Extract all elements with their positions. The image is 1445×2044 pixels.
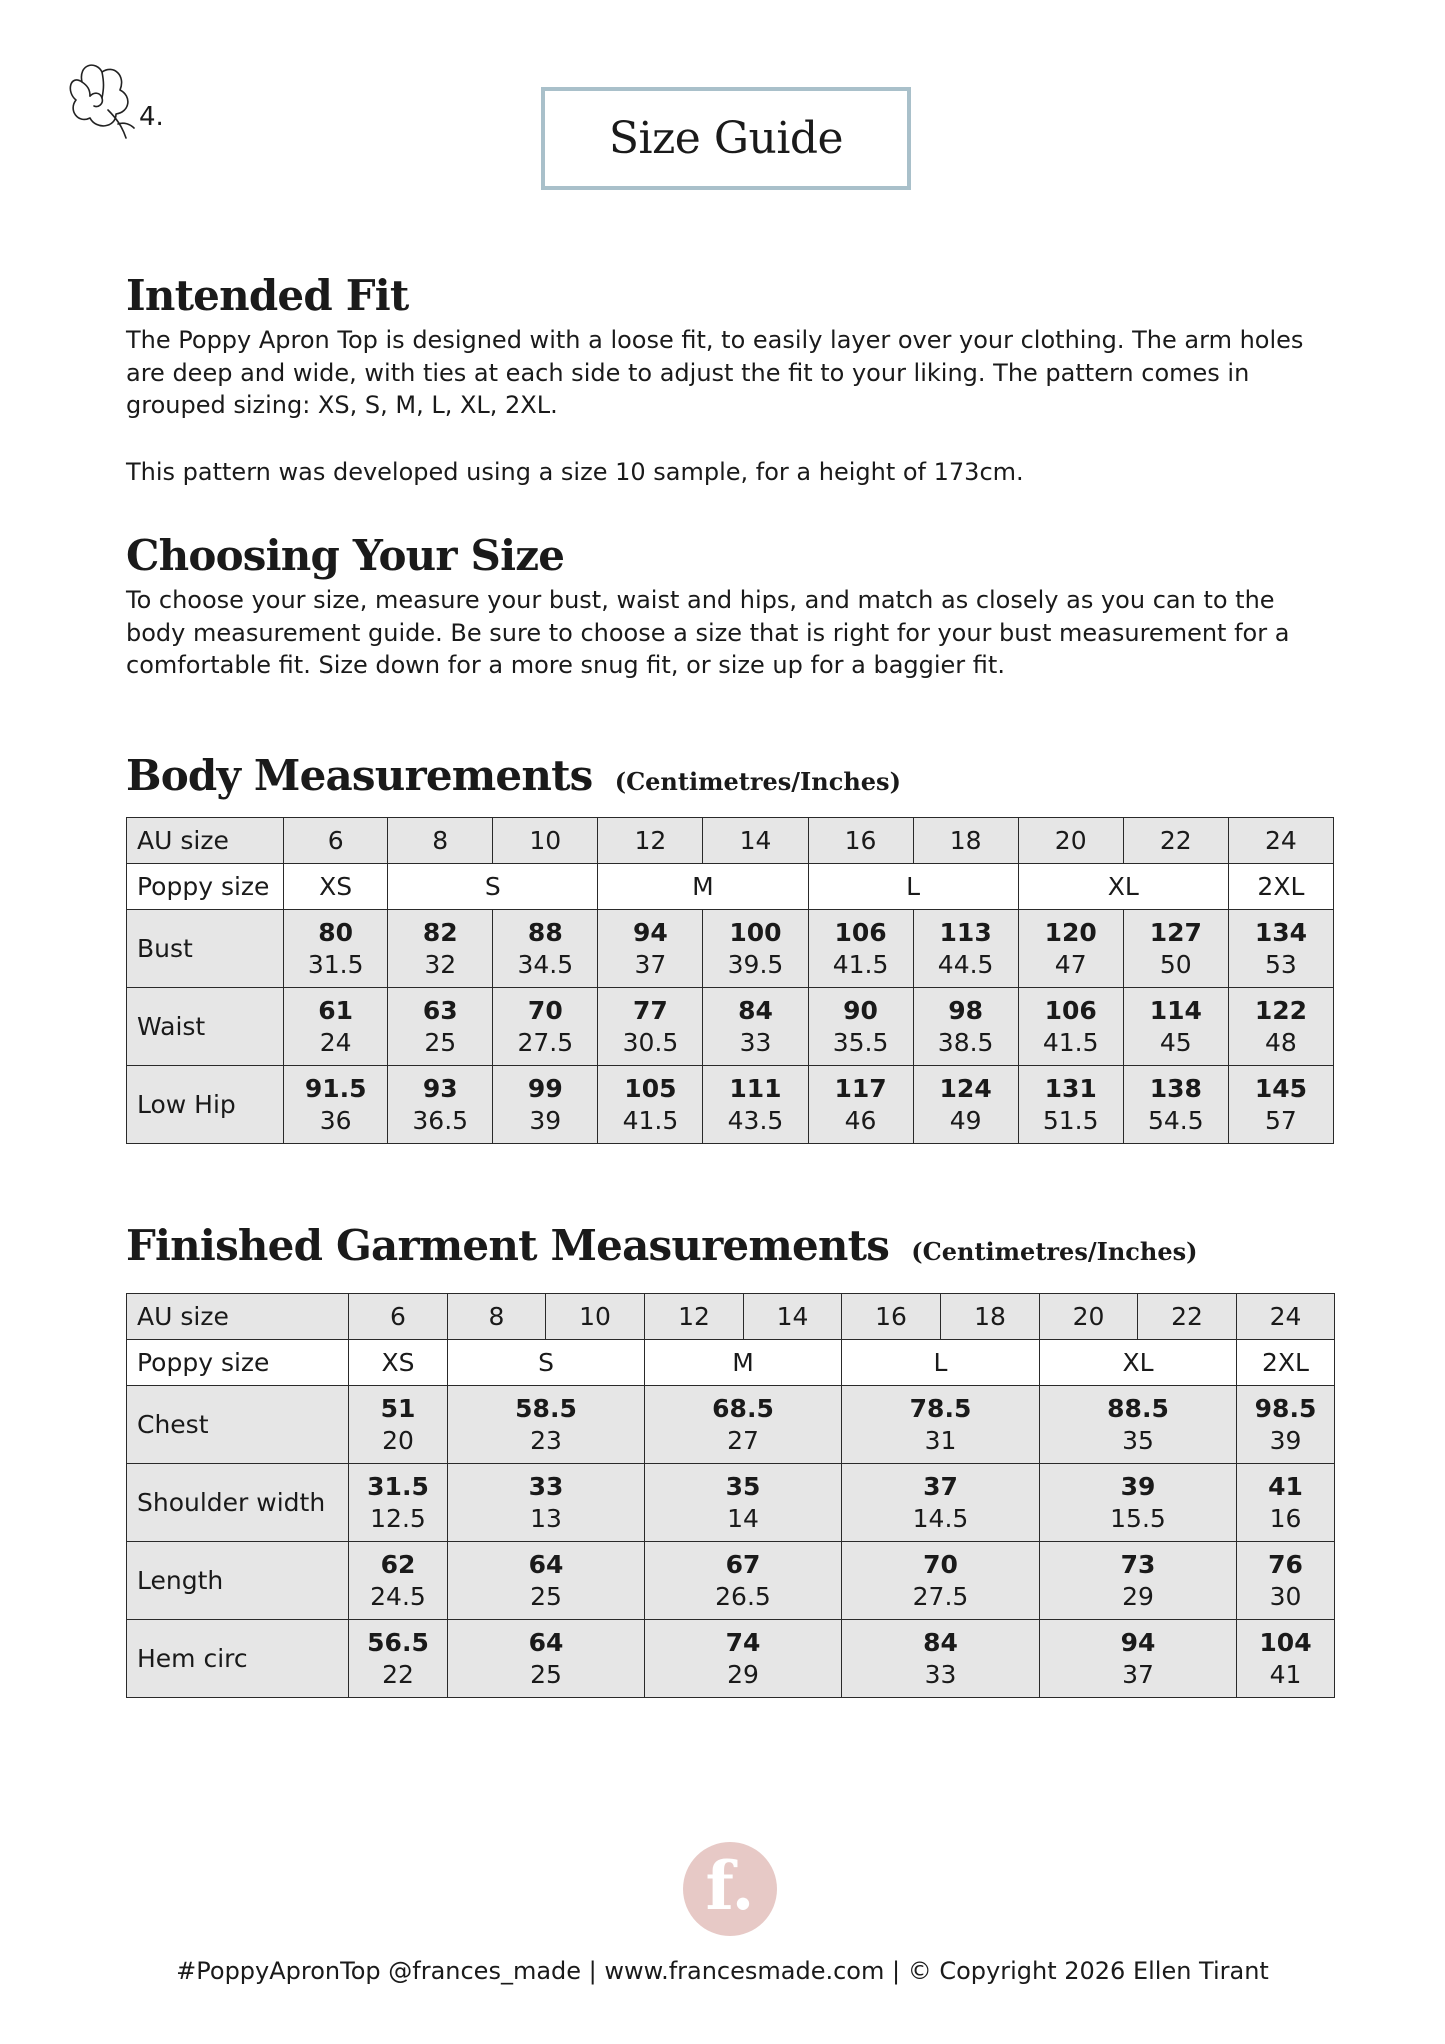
cm-value: 98: [948, 995, 984, 1025]
au-size-cell: 16: [808, 818, 913, 864]
cm-value: 64: [528, 1627, 564, 1657]
measurement-cell: [913, 1066, 1018, 1144]
logo-letter: f.: [705, 1847, 755, 1925]
intended-fit-paragraph: The Poppy Apron Top is designed with a loose fit, to easily layer over your clothing. The arm holes are deep and wide, with ties at each side to adjust the fit to your liking. The pattern comes in grouped sizing: XS, S, M, L, XL, 2XL.: [126, 326, 1304, 420]
cm-value: 67: [725, 1549, 761, 1579]
cm-value: 106: [834, 917, 887, 947]
inch-value: 57: [1265, 1105, 1297, 1135]
measurement-cell: [913, 910, 1018, 988]
inch-value: 50: [1159, 949, 1192, 979]
au-size-cell: 14: [744, 1294, 842, 1340]
intended-fit-section: [126, 272, 1336, 422]
row-label: Low Hip: [127, 1066, 284, 1144]
inch-value: 25: [424, 1027, 457, 1057]
cm-value: 74: [725, 1627, 761, 1657]
inch-value: 39: [529, 1105, 562, 1135]
inch-value: 43.5: [727, 1105, 784, 1135]
measurement-cell: [349, 1386, 448, 1464]
inch-value: 26.5: [715, 1581, 771, 1611]
measurement-cell: [598, 988, 703, 1066]
units-cm: Centimetres: [922, 1237, 1088, 1266]
page-number: 4.: [139, 102, 164, 132]
row-label: Poppy size: [127, 1340, 349, 1386]
inch-value: 27: [727, 1425, 759, 1455]
measurement-row: [127, 1620, 1335, 1698]
measurement-cell: [388, 910, 493, 988]
row-label: Bust: [127, 910, 284, 988]
body-measurements-heading: Body Measurements: [126, 751, 593, 800]
intended-fit-heading: Intended Fit: [126, 271, 409, 320]
measurement-row: [127, 910, 1334, 988]
au-size-cell: 6: [349, 1294, 448, 1340]
choosing-size-section: [126, 532, 1336, 682]
cm-value: 117: [834, 1073, 887, 1103]
choosing-size-paragraph: To choose your size, measure your bust, waist and hips, and match as closely as you can to the body measurement guide. Be sure to choose a size that is right for your bust measurement for a comfortable fit. Size down for a more snug fit, or size up for a baggier fit.: [126, 586, 1290, 680]
poppy-size-cell: 2XL: [1228, 864, 1333, 910]
measurement-cell: [284, 988, 388, 1066]
measurement-cell: [1018, 1066, 1123, 1144]
cm-value: 70: [527, 995, 563, 1025]
au-size-row: [127, 818, 1334, 864]
inch-value: 39.5: [727, 949, 784, 979]
cm-value: 124: [939, 1073, 992, 1103]
poppy-size-cell: XL: [1040, 1340, 1237, 1386]
measurement-cell: [1228, 910, 1333, 988]
au-size-cell: 10: [493, 818, 598, 864]
cm-value: 73: [1120, 1549, 1156, 1579]
au-size-cell: 18: [913, 818, 1018, 864]
inch-value: 33: [739, 1027, 772, 1057]
row-label: Hem circ: [127, 1620, 349, 1698]
cm-value: 104: [1259, 1627, 1312, 1657]
measurement-cell: [842, 1620, 1040, 1698]
inch-value: 37: [634, 949, 667, 979]
measurement-cell: [808, 1066, 913, 1144]
brand-logo: [683, 1842, 777, 1936]
au-size-cell: 24: [1237, 1294, 1335, 1340]
measurement-cell: [1228, 1066, 1333, 1144]
measurement-cell: [913, 988, 1018, 1066]
measurement-cell: [448, 1464, 645, 1542]
cm-value: 90: [843, 995, 878, 1025]
cm-value: 105: [624, 1073, 677, 1103]
poppy-size-cell: XS: [349, 1340, 448, 1386]
measurement-cell: [1040, 1386, 1237, 1464]
measurement-cell: [842, 1464, 1040, 1542]
measurement-cell: [448, 1620, 645, 1698]
cm-value: 35: [725, 1471, 761, 1501]
measurement-cell: [388, 1066, 493, 1144]
cm-value: 78.5: [909, 1393, 972, 1423]
footer-text: #PoppyApronTop @frances_made | www.francesmade.com | © Copyright 2026 Ellen Tirant: [176, 1957, 1269, 1985]
body-measurements-table: [126, 817, 1334, 1144]
page-title: Size Guide: [608, 113, 844, 164]
inch-value: 49: [949, 1105, 982, 1135]
inch-value: 45: [1159, 1027, 1192, 1057]
measurement-cell: [703, 910, 808, 988]
au-size-cell: 10: [546, 1294, 645, 1340]
inch-value: 32: [424, 949, 457, 979]
inch-value: 41.5: [622, 1105, 679, 1135]
au-size-cell: 22: [1123, 818, 1228, 864]
inch-value: 41: [1269, 1659, 1302, 1689]
measurement-row: [127, 1464, 1335, 1542]
au-size-cell: 20: [1040, 1294, 1138, 1340]
cm-value: 99: [527, 1073, 563, 1103]
poppy-size-cell: M: [598, 864, 808, 910]
garment-measurements-header: [126, 1222, 1336, 1270]
measurement-cell: [808, 910, 913, 988]
cm-value: 131: [1044, 1073, 1097, 1103]
cm-value: 88: [527, 917, 563, 947]
inch-value: 29: [727, 1659, 759, 1689]
inch-value: 41.5: [1042, 1027, 1099, 1057]
inch-value: 22: [382, 1659, 414, 1689]
inch-value: 25: [530, 1581, 562, 1611]
inch-value: 41.5: [832, 949, 889, 979]
measurement-cell: [349, 1542, 448, 1620]
inch-value: 51.5: [1042, 1105, 1099, 1135]
title-box: [541, 87, 911, 190]
units-in: /Inches: [791, 767, 890, 796]
inch-value: 35.5: [832, 1027, 889, 1057]
inch-value: 36: [319, 1105, 352, 1135]
cm-value: 33: [528, 1471, 564, 1501]
measurement-cell: [598, 910, 703, 988]
inch-value: 25: [530, 1659, 562, 1689]
au-size-row: [127, 1294, 1335, 1340]
cm-value: 58.5: [515, 1393, 577, 1423]
inch-value: 29: [1122, 1581, 1154, 1611]
inch-value: 20: [382, 1425, 414, 1455]
measurement-cell: [1123, 1066, 1228, 1144]
cm-value: 77: [633, 995, 668, 1025]
inch-value: 33: [924, 1659, 957, 1689]
measurement-cell: [842, 1386, 1040, 1464]
cm-value: 70: [923, 1549, 958, 1579]
measurement-cell: [1018, 910, 1123, 988]
inch-value: 24.5: [370, 1581, 426, 1611]
measurement-cell: [808, 988, 913, 1066]
measurement-row: [127, 1542, 1335, 1620]
cm-value: 84: [923, 1627, 958, 1657]
cm-value: 37: [923, 1471, 958, 1501]
measurement-cell: [448, 1386, 645, 1464]
inch-value: 30.5: [622, 1027, 679, 1057]
units-in: /Inches: [1087, 1237, 1187, 1266]
au-size-cell: 8: [388, 818, 493, 864]
measurement-cell: [703, 1066, 808, 1144]
cm-value: 41: [1268, 1471, 1303, 1501]
measurement-row: [127, 1386, 1335, 1464]
measurement-row: [127, 1066, 1334, 1144]
inch-value: 15.5: [1110, 1503, 1166, 1533]
measurement-cell: [1018, 988, 1123, 1066]
au-size-cell: 22: [1138, 1294, 1237, 1340]
measurement-cell: [1040, 1620, 1237, 1698]
cm-value: 134: [1254, 917, 1307, 947]
development-note: This pattern was developed using a size 10 sample, for a height of 173cm.: [126, 458, 1024, 486]
inch-value: 12.5: [370, 1503, 426, 1533]
cm-value: 98.5: [1254, 1393, 1317, 1423]
measurement-cell: [1040, 1464, 1237, 1542]
measurement-cell: [1123, 988, 1228, 1066]
cm-value: 39: [1120, 1471, 1156, 1501]
cm-value: 120: [1044, 917, 1097, 947]
cm-value: 61: [318, 995, 354, 1025]
poppy-size-cell: 2XL: [1237, 1340, 1335, 1386]
poppy-size-row: [127, 864, 1334, 910]
inch-value: 34.5: [517, 949, 574, 979]
measurement-cell: [1237, 1620, 1335, 1698]
poppy-size-cell: S: [388, 864, 598, 910]
units-note: (Centimetres/Inches): [606, 767, 901, 796]
poppy-size-cell: S: [448, 1340, 645, 1386]
au-size-cell: 12: [645, 1294, 744, 1340]
poppy-size-cell: L: [842, 1340, 1040, 1386]
inch-value: 53: [1265, 949, 1297, 979]
cm-value: 106: [1044, 995, 1097, 1025]
inch-value: 48: [1265, 1027, 1297, 1057]
inch-value: 16: [1269, 1503, 1302, 1533]
cm-value: 145: [1254, 1073, 1307, 1103]
cm-value: 138: [1149, 1073, 1202, 1103]
row-label: Shoulder width: [127, 1464, 349, 1542]
body-measurements-header: [126, 752, 1336, 800]
cm-value: 94: [1120, 1627, 1156, 1657]
cm-value: 111: [729, 1073, 782, 1103]
measurement-cell: [493, 988, 598, 1066]
cm-value: 80: [318, 917, 354, 947]
au-size-cell: 8: [448, 1294, 546, 1340]
cm-value: 51: [380, 1393, 416, 1423]
inch-value: 37: [1122, 1659, 1154, 1689]
measurement-cell: [1228, 988, 1333, 1066]
cm-value: 122: [1254, 995, 1307, 1025]
poppy-size-cell: XL: [1018, 864, 1228, 910]
poppy-size-cell: L: [808, 864, 1018, 910]
cm-value: 62: [380, 1549, 416, 1579]
cm-value: 91.5: [304, 1073, 367, 1103]
measurement-cell: [645, 1620, 842, 1698]
cm-value: 31.5: [367, 1471, 429, 1501]
poppy-size-cell: M: [645, 1340, 842, 1386]
units-cm: Centimetres: [626, 767, 792, 796]
inch-value: 31.5: [307, 949, 364, 979]
units-note: (Centimetres/Inches): [902, 1237, 1198, 1266]
measurement-cell: [645, 1464, 842, 1542]
garment-measurements-heading: Finished Garment Measurements: [126, 1221, 890, 1270]
cm-value: 56.5: [367, 1627, 429, 1657]
poppy-size-row: [127, 1340, 1335, 1386]
au-size-cell: 18: [941, 1294, 1040, 1340]
inch-value: 30: [1269, 1581, 1302, 1611]
inch-value: 14.5: [912, 1503, 969, 1533]
cm-value: 63: [422, 995, 458, 1025]
inch-value: 14: [727, 1503, 759, 1533]
row-label: AU size: [127, 818, 284, 864]
cm-value: 114: [1149, 995, 1202, 1025]
inch-value: 36.5: [412, 1105, 469, 1135]
cm-value: 82: [422, 917, 458, 947]
measurement-cell: [284, 910, 388, 988]
inch-value: 31: [924, 1425, 957, 1455]
garment-measurements-table: [126, 1293, 1335, 1698]
row-label: AU size: [127, 1294, 349, 1340]
measurement-cell: [284, 1066, 388, 1144]
measurement-cell: [493, 1066, 598, 1144]
inch-value: 54.5: [1147, 1105, 1204, 1135]
au-size-cell: 16: [842, 1294, 941, 1340]
inch-value: 27.5: [912, 1581, 969, 1611]
cm-value: 84: [738, 995, 773, 1025]
inch-value: 38.5: [937, 1027, 994, 1057]
choosing-size-heading: Choosing Your Size: [126, 531, 565, 580]
development-note-section: [126, 452, 1336, 489]
cm-value: 88.5: [1107, 1393, 1169, 1423]
row-label: Poppy size: [127, 864, 284, 910]
inch-value: 23: [530, 1425, 562, 1455]
poppy-size-cell: XS: [284, 864, 388, 910]
measurement-cell: [349, 1620, 448, 1698]
measurement-cell: [1040, 1542, 1237, 1620]
au-size-cell: 24: [1228, 818, 1333, 864]
row-label: Waist: [127, 988, 284, 1066]
au-size-cell: 12: [598, 818, 703, 864]
au-size-cell: 20: [1018, 818, 1123, 864]
inch-value: 39: [1269, 1425, 1302, 1455]
cm-value: 64: [528, 1549, 564, 1579]
measurement-cell: [349, 1464, 448, 1542]
measurement-cell: [842, 1542, 1040, 1620]
measurement-cell: [703, 988, 808, 1066]
inch-value: 47: [1054, 949, 1087, 979]
measurement-cell: [493, 910, 598, 988]
measurement-cell: [598, 1066, 703, 1144]
au-size-cell: 6: [284, 818, 388, 864]
cm-value: 100: [729, 917, 782, 947]
cm-value: 76: [1268, 1549, 1303, 1579]
measurement-cell: [645, 1386, 842, 1464]
cm-value: 113: [939, 917, 992, 947]
row-label: Length: [127, 1542, 349, 1620]
measurement-row: [127, 988, 1334, 1066]
cm-value: 94: [633, 917, 668, 947]
cm-value: 127: [1149, 917, 1202, 947]
measurement-cell: [448, 1542, 645, 1620]
measurement-cell: [1237, 1542, 1335, 1620]
measurement-cell: [1237, 1464, 1335, 1542]
row-label: Chest: [127, 1386, 349, 1464]
cm-value: 93: [422, 1073, 458, 1103]
measurement-cell: [645, 1542, 842, 1620]
inch-value: 13: [530, 1503, 562, 1533]
cm-value: 68.5: [712, 1393, 774, 1423]
inch-value: 35: [1122, 1425, 1154, 1455]
inch-value: 44.5: [937, 949, 994, 979]
inch-value: 24: [319, 1027, 352, 1057]
inch-value: 46: [844, 1105, 877, 1135]
au-size-cell: 14: [703, 818, 808, 864]
measurement-cell: [1123, 910, 1228, 988]
poppy-flower-icon: [60, 52, 140, 142]
inch-value: 27.5: [517, 1027, 574, 1057]
measurement-cell: [1237, 1386, 1335, 1464]
measurement-cell: [388, 988, 493, 1066]
